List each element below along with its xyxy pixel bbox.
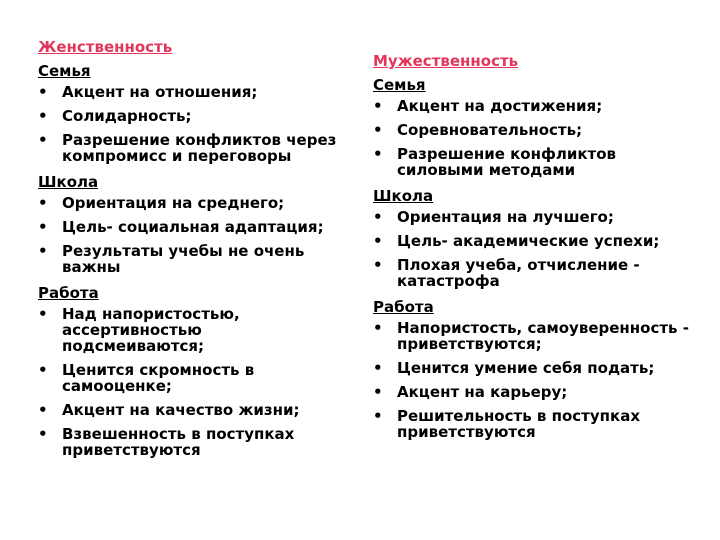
family-list — [38, 84, 348, 164]
list-item: • Ценится скромность в самооценке; — [38, 362, 348, 394]
femininity-title: Женственность — [38, 38, 173, 56]
list-item: • Акцент на достижения; — [373, 98, 703, 114]
family-list — [373, 98, 703, 178]
list-item: • Взвешенность в поступках приветствуются — [38, 426, 348, 458]
work-list — [373, 320, 703, 440]
list-item: • Ориентация на лучшего; — [373, 209, 703, 225]
school-list — [373, 209, 703, 289]
masculinity-column — [373, 51, 703, 448]
list-item: • Разрешение конфликтов через компромисс и переговоры — [38, 132, 348, 164]
list-item: • Над напористостью, ассертивностью подсмеиваются; — [38, 306, 348, 354]
femininity-column — [38, 37, 348, 466]
list-item: • Напористость, самоуверенность - приветствуются; — [373, 320, 703, 352]
school-heading: Школа — [373, 187, 434, 205]
work-heading: Работа — [373, 298, 434, 316]
school-list — [38, 195, 348, 275]
list-item: • Разрешение конфликтов силовыми методами — [373, 146, 703, 178]
list-item: • Соревновательность; — [373, 122, 703, 138]
list-item: • Решительность в поступках приветствуются — [373, 408, 703, 440]
list-item: • Акцент на карьеру; — [373, 384, 703, 400]
family-heading: Семья — [373, 76, 426, 94]
list-item: • Результаты учебы не очень важны — [38, 243, 348, 275]
family-heading: Семья — [38, 62, 91, 80]
list-item: • Солидарность; — [38, 108, 348, 124]
work-heading: Работа — [38, 284, 99, 302]
school-heading: Школа — [38, 173, 99, 191]
list-item: • Цель- социальная адаптация; — [38, 219, 348, 235]
list-item: • Плохая учеба, отчисление - катастрофа — [373, 257, 703, 289]
list-item: • Акцент на отношения; — [38, 84, 348, 100]
list-item: • Акцент на качество жизни; — [38, 402, 348, 418]
work-list — [38, 306, 348, 458]
list-item: • Ценится умение себя подать; — [373, 360, 703, 376]
list-item: • Цель- академические успехи; — [373, 233, 703, 249]
masculinity-title: Мужественность — [373, 52, 519, 70]
list-item: • Ориентация на среднего; — [38, 195, 348, 211]
